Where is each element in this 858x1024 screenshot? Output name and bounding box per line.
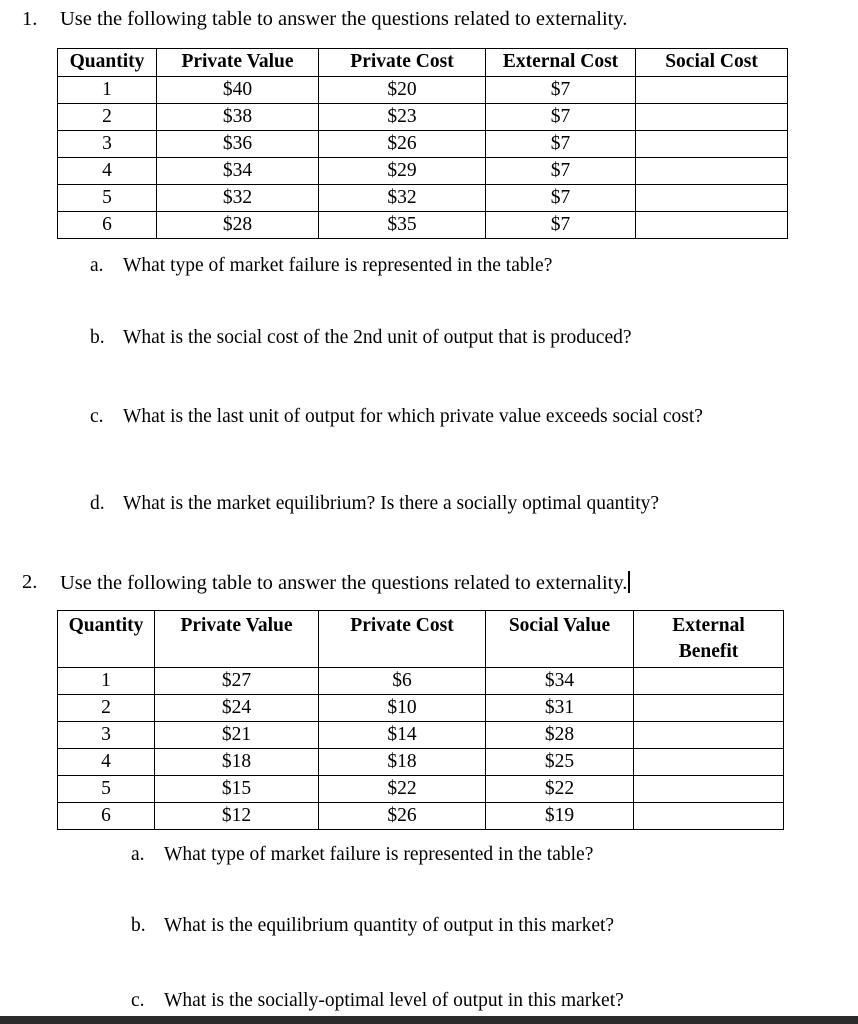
question-1d-text: What is the market equilibrium? Is there a socially optimal quantity? (123, 493, 660, 514)
cell-private-value: $34 (157, 158, 319, 185)
question-2a-text: What type of market failure is represented in the table? (164, 844, 594, 865)
table-row (58, 749, 784, 776)
cell-social-cost[interactable] (636, 131, 788, 158)
cell-private-cost: $26 (319, 131, 486, 158)
cell-quantity: 3 (58, 722, 155, 749)
cell-social-cost[interactable] (636, 104, 788, 131)
header-private-value: Private Value (157, 49, 319, 77)
cell-external-benefit[interactable] (634, 668, 784, 695)
cell-private-cost: $32 (319, 185, 486, 212)
question-2a-letter: a. (131, 844, 145, 865)
question-1-number: 1. (22, 8, 38, 30)
cell-private-cost: $18 (319, 749, 486, 776)
cell-private-value: $38 (157, 104, 319, 131)
header-private-value: Private Value (155, 611, 319, 668)
cell-social-value: $22 (486, 776, 634, 803)
table-row (58, 131, 788, 158)
table-row (58, 212, 788, 239)
cell-external-cost: $7 (486, 131, 636, 158)
cell-external-benefit[interactable] (634, 776, 784, 803)
header-private-cost: Private Cost (319, 611, 486, 668)
cell-quantity: 2 (58, 695, 155, 722)
cell-external-cost: $7 (486, 104, 636, 131)
question-1b-letter: b. (90, 327, 105, 348)
cell-social-cost[interactable] (636, 212, 788, 239)
cell-external-cost: $7 (486, 158, 636, 185)
cell-social-cost[interactable] (636, 77, 788, 104)
header-social-cost: Social Cost (636, 49, 788, 77)
question-2-prompt (22, 571, 628, 594)
table-row (58, 185, 788, 212)
cell-private-cost: $6 (319, 668, 486, 695)
question-1c-letter: c. (90, 406, 104, 427)
cell-private-value: $36 (157, 131, 319, 158)
cell-quantity: 4 (58, 749, 155, 776)
cell-external-cost: $7 (486, 185, 636, 212)
cell-social-cost[interactable] (636, 158, 788, 185)
cell-private-cost: $10 (319, 695, 486, 722)
bottom-scroll-bar[interactable] (0, 1016, 858, 1024)
externality-table-1 (57, 48, 788, 239)
cell-private-value: $28 (157, 212, 319, 239)
cell-external-benefit[interactable] (634, 803, 784, 830)
question-1-text: Use the following table to answer the questions related to externality. (60, 8, 628, 30)
cell-private-value: $21 (155, 722, 319, 749)
externality-table-2 (57, 610, 784, 830)
cell-quantity: 2 (58, 104, 157, 131)
question-2c-letter: c. (131, 990, 145, 1011)
cell-quantity: 1 (58, 668, 155, 695)
question-2b-text: What is the equilibrium quantity of output in this market? (164, 915, 615, 936)
cell-private-cost: $22 (319, 776, 486, 803)
cell-private-value: $27 (155, 668, 319, 695)
cell-private-value: $12 (155, 803, 319, 830)
cell-quantity: 6 (58, 803, 155, 830)
cell-quantity: 5 (58, 776, 155, 803)
cell-external-benefit[interactable] (634, 722, 784, 749)
cell-external-cost: $7 (486, 77, 636, 104)
table-row (58, 158, 788, 185)
cell-social-value: $34 (486, 668, 634, 695)
header-quantity: Quantity (58, 611, 155, 668)
header-external-cost: External Cost (486, 49, 636, 77)
question-1a-letter: a. (90, 255, 104, 276)
cell-private-cost: $35 (319, 212, 486, 239)
cell-private-cost: $26 (319, 803, 486, 830)
question-2-text: Use the following table to answer the questions related to externality. (60, 572, 628, 594)
cell-private-value: $15 (155, 776, 319, 803)
cell-private-cost: $14 (319, 722, 486, 749)
table-row (58, 803, 784, 830)
cell-quantity: 6 (58, 212, 157, 239)
cell-social-value: $28 (486, 722, 634, 749)
cell-quantity: 4 (58, 158, 157, 185)
question-1a-text: What type of market failure is represented in the table? (123, 255, 553, 276)
header-quantity: Quantity (58, 49, 157, 77)
question-1-prompt (22, 8, 628, 31)
question-2b-letter: b. (131, 915, 146, 936)
table-row (58, 104, 788, 131)
table-row (58, 77, 788, 104)
cell-private-value: $24 (155, 695, 319, 722)
cell-social-value: $31 (486, 695, 634, 722)
cell-social-value: $25 (486, 749, 634, 776)
question-1b-text: What is the social cost of the 2nd unit of output that is produced? (123, 327, 632, 348)
question-2-number: 2. (22, 571, 38, 593)
table-row (58, 668, 784, 695)
cell-private-value: $18 (155, 749, 319, 776)
cell-private-cost: $23 (319, 104, 486, 131)
table-row (58, 776, 784, 803)
cell-quantity: 1 (58, 77, 157, 104)
cell-quantity: 3 (58, 131, 157, 158)
cell-private-value: $40 (157, 77, 319, 104)
table-row (58, 722, 784, 749)
cell-social-cost[interactable] (636, 185, 788, 212)
table-row (58, 695, 784, 722)
header-external-benefit: External Benefit (634, 611, 784, 668)
cell-external-benefit[interactable] (634, 695, 784, 722)
cell-external-benefit[interactable] (634, 749, 784, 776)
table-header-row (58, 611, 784, 668)
header-private-cost: Private Cost (319, 49, 486, 77)
table-header-row (58, 49, 788, 77)
cell-private-cost: $20 (319, 77, 486, 104)
question-1c-text: What is the last unit of output for which private value exceeds social cost? (123, 406, 703, 427)
question-1d-letter: d. (90, 493, 105, 514)
text-cursor (628, 571, 630, 593)
cell-quantity: 5 (58, 185, 157, 212)
cell-private-cost: $29 (319, 158, 486, 185)
question-2c-text: What is the socially-optimal level of output in this market? (164, 990, 624, 1011)
cell-social-value: $19 (486, 803, 634, 830)
cell-private-value: $32 (157, 185, 319, 212)
header-social-value: Social Value (486, 611, 634, 668)
cell-external-cost: $7 (486, 212, 636, 239)
